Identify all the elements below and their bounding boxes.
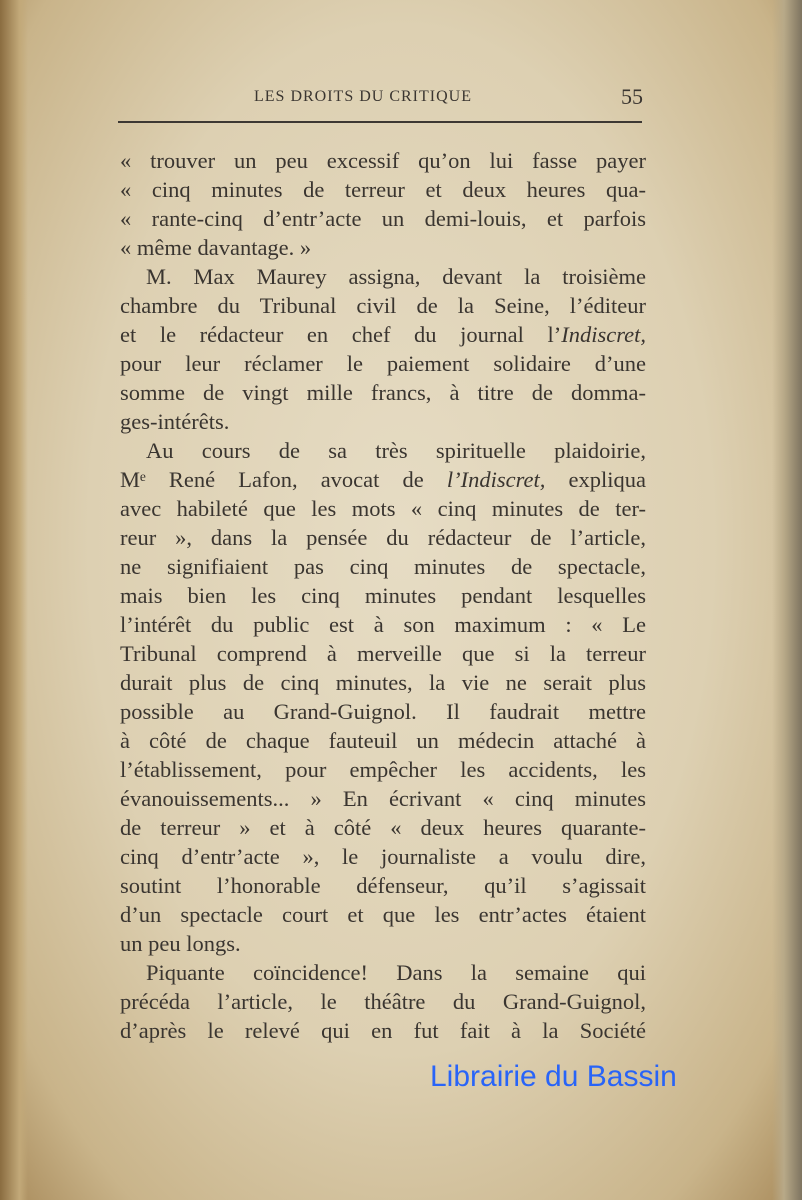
text-segment: somme de vingt mille francs, à titre de domma-	[120, 380, 646, 405]
text-line	[120, 871, 646, 900]
text-segment: de terreur » et à côté « deux heures quarante-	[120, 815, 646, 840]
text-line	[120, 900, 646, 929]
running-title: LES DROITS DU CRITIQUE	[254, 88, 472, 105]
text-line	[120, 987, 646, 1016]
text-segment: « même davantage. »	[120, 235, 312, 260]
text-line	[120, 610, 646, 639]
text-segment: ne signifiaient pas cinq minutes de spectacle,	[120, 554, 646, 579]
text-line	[120, 813, 646, 842]
page-edge-right	[772, 0, 802, 1200]
text-segment: d’après le relevé qui en fut fait à la Société	[120, 1018, 646, 1043]
watermark: Librairie du Bassin	[430, 1060, 677, 1093]
page-number: 55	[621, 84, 643, 109]
text-segment: évanouissements... » En écrivant « cinq minutes	[120, 786, 646, 811]
text-line	[120, 755, 646, 784]
italic-text: Indiscret,	[561, 322, 646, 347]
text-line	[120, 465, 646, 494]
text-segment: Au cours de sa très spirituelle plaidoirie,	[146, 438, 646, 463]
text-line	[120, 552, 646, 581]
text-line	[120, 233, 646, 262]
text-line	[120, 378, 646, 407]
text-line	[120, 929, 646, 958]
text-line	[120, 958, 646, 987]
text-segment: un peu longs.	[120, 931, 241, 956]
text-line	[120, 842, 646, 871]
text-segment: d’un spectacle court et que les entr’actes étaient	[120, 902, 646, 927]
text-segment: « cinq minutes de terreur et deux heures qua-	[120, 177, 646, 202]
text-line	[120, 1016, 646, 1045]
text-line	[120, 697, 646, 726]
text-segment: Mᵉ René Lafon, avocat de	[120, 467, 447, 492]
text-segment: et le rédacteur en chef du journal l’	[120, 322, 562, 347]
text-line	[120, 175, 646, 204]
body-text	[120, 146, 646, 1045]
text-segment: l’intérêt du public est à son maximum : « Le	[120, 612, 646, 637]
text-segment: « rante-cinq d’entr’acte un demi-louis, et parfois	[120, 206, 646, 231]
text-segment: à côté de chaque fauteuil un médecin attaché à	[120, 728, 646, 753]
text-line	[120, 494, 646, 523]
text-line	[120, 523, 646, 552]
text-segment: Piquante coïncidence! Dans la semaine qui	[146, 960, 646, 985]
page-header	[118, 84, 643, 114]
text-segment: chambre du Tribunal civil de la Seine, l’éditeur	[120, 293, 646, 318]
text-line	[120, 349, 646, 378]
text-segment: ges-intérêts.	[120, 409, 230, 434]
text-line	[120, 668, 646, 697]
text-line	[120, 639, 646, 668]
text-line	[120, 291, 646, 320]
text-line	[120, 204, 646, 233]
page-edge-left	[0, 0, 28, 1200]
text-line	[120, 320, 646, 349]
text-segment: durait plus de cinq minutes, la vie ne serait plus	[120, 670, 646, 695]
text-line	[120, 436, 646, 465]
text-segment: cinq d’entr’acte », le journaliste a voulu dire,	[120, 844, 646, 869]
text-line	[120, 407, 646, 436]
text-segment: M. Max Maurey assigna, devant la troisième	[146, 264, 646, 289]
text-segment: expliqua	[545, 467, 646, 492]
text-segment: Tribunal comprend à merveille que si la terreur	[120, 641, 646, 666]
text-line	[120, 146, 646, 175]
text-segment: « trouver un peu excessif qu’on lui fasse payer	[120, 148, 646, 173]
italic-text: l’Indiscret,	[446, 467, 546, 492]
text-segment: précéda l’article, le théâtre du Grand-Guignol,	[120, 989, 646, 1014]
text-line	[120, 726, 646, 755]
text-line	[120, 262, 646, 291]
text-segment: possible au Grand-Guignol. Il faudrait mettre	[120, 699, 646, 724]
text-segment: avec habileté que les mots « cinq minutes de ter-	[120, 496, 646, 521]
text-line	[120, 581, 646, 610]
text-segment: pour leur réclamer le paiement solidaire d’une	[120, 351, 646, 376]
text-segment: soutint l’honorable défenseur, qu’il s’agissait	[120, 873, 646, 898]
text-segment: l’établissement, pour empêcher les accidents, les	[120, 757, 646, 782]
header-rule	[118, 121, 642, 123]
text-line	[120, 784, 646, 813]
text-segment: reur », dans la pensée du rédacteur de l’article,	[120, 525, 646, 550]
text-segment: mais bien les cinq minutes pendant lesquelles	[120, 583, 646, 608]
